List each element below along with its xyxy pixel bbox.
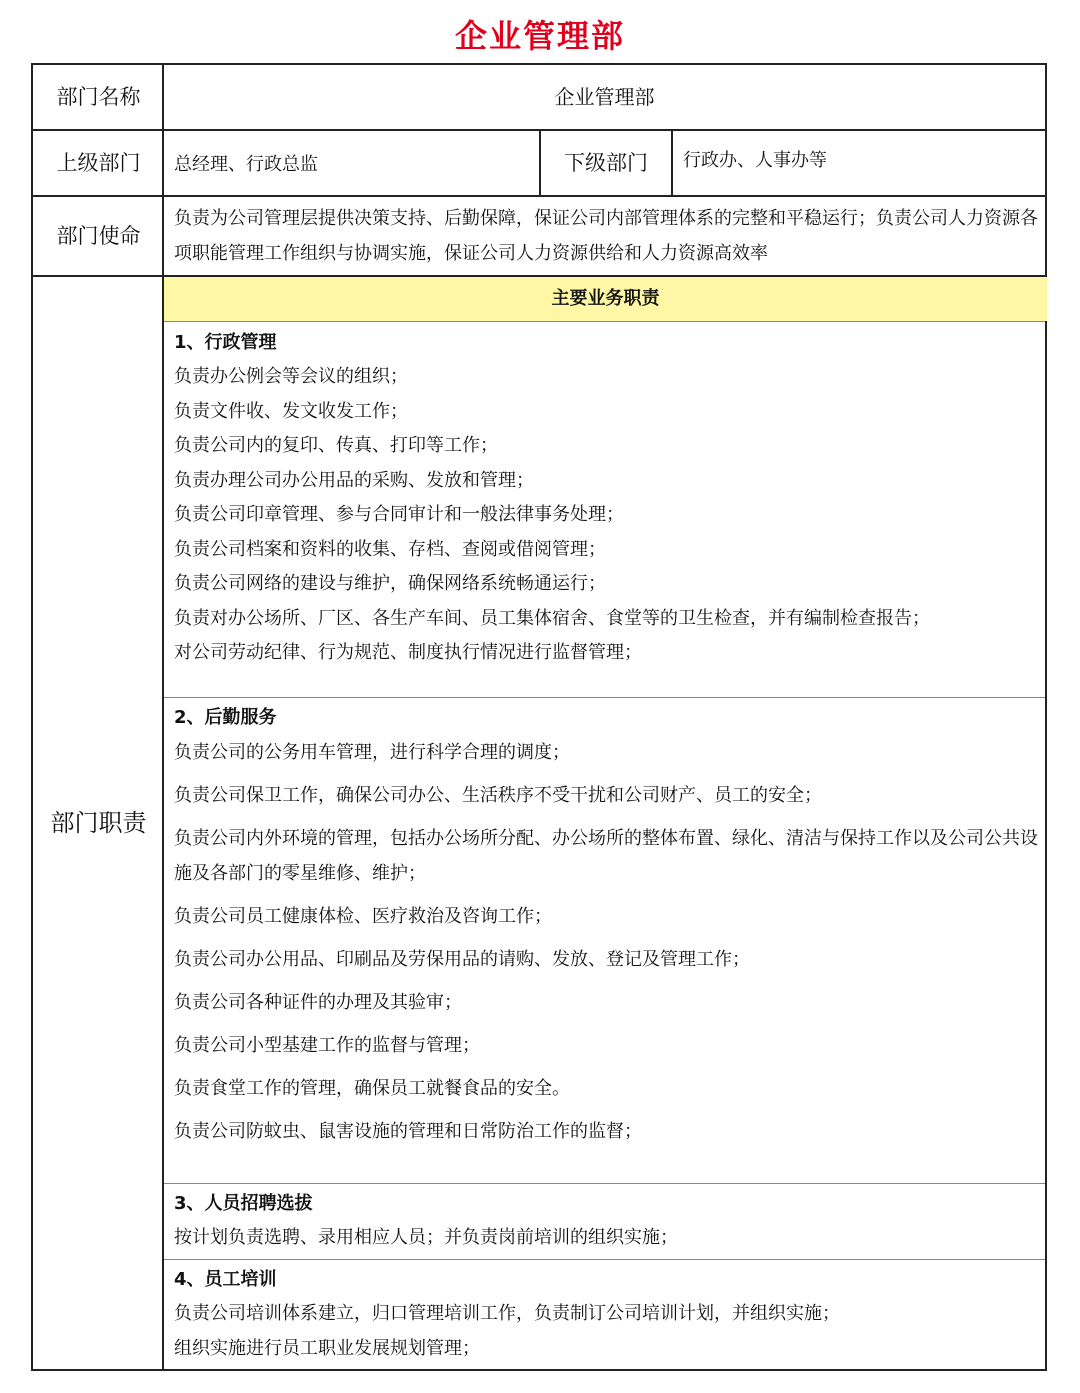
list-item: 负责文件收、发文收发工作；: [174, 400, 408, 422]
list-item: 负责办公例会等会议的组织；: [174, 366, 408, 387]
department-table: [31, 63, 1047, 1371]
list-item: 负责公司内外环境的管理，包括办公场所分配、办公场所的整体布置、绿化、清洁与保持工作以及公司公共设施及各部门的零星维修、维护；: [174, 828, 1038, 884]
list-item: 负责公司各种证件的办理及其验审；: [174, 992, 462, 1013]
mission-value: 负责为公司管理层提供决策支持、后勤保障，保证公司内部管理体系的完整和平稳运行；负责公司人力资源各项职能管理工作组织与协调实施，保证公司人力资源供给和人力资源高效率: [174, 208, 1038, 264]
list-item: 负责公司档案和资料的收集、存档、查阅或借阅管理；: [174, 538, 606, 560]
list-item: 负责公司小型基建工作的监督与管理；: [174, 1035, 480, 1056]
list-item: 负责公司保卫工作，确保公司办公、生活秩序不受干扰和公司财产、员工的安全；: [174, 785, 822, 806]
list-item: 负责对办公场所、厂区、各生产车间、员工集体宿舍、食堂等的卫生检查，并有编制检查报告；: [174, 607, 930, 629]
list-item: 负责公司的公务用车管理，进行科学合理的调度；: [174, 742, 570, 763]
page-title: 企业管理部: [454, 17, 625, 55]
dept-name-label: 部门名称: [56, 85, 141, 109]
section-recruitment: [174, 1187, 1044, 1256]
superior-dept-label: 上级部门: [56, 151, 141, 175]
section-divider: [164, 697, 1045, 698]
section-divider: [164, 1183, 1045, 1184]
section-training: [174, 1263, 1044, 1366]
header-divider: [164, 321, 1045, 322]
list-item: 负责公司防蚊虫、鼠害设施的管理和日常防治工作的监督；: [174, 1121, 642, 1142]
list-item: 负责公司员工健康体检、医疗救治及咨询工作；: [174, 906, 552, 927]
superior-dept-value: 总经理、行政总监: [174, 154, 318, 175]
section-logistics: [174, 701, 1044, 1157]
section-title: 2、后勤服务: [174, 707, 277, 728]
dept-name-value: 企业管理部: [554, 85, 655, 109]
section-divider: [164, 1259, 1045, 1260]
list-item: 负责公司内的复印、传真、打印等工作；: [174, 435, 498, 456]
duties-label: 部门职责: [50, 809, 147, 837]
list-item: 负责办理公司办公用品的采购、发放和管理；: [174, 469, 534, 491]
section-title: 1、行政管理: [174, 332, 277, 353]
list-item: 按计划负责选聘、录用相应人员；并负责岗前培训的组织实施；: [174, 1227, 678, 1248]
list-item: 负责公司办公用品、印刷品及劳保用品的请购、发放、登记及管理工作；: [174, 949, 750, 970]
duties-header: 主要业务职责: [164, 277, 1047, 321]
list-item: 负责公司培训体系建立，归口管理培训工作，负责制订公司培训计划，并组织实施；: [174, 1303, 840, 1324]
list-item: 负责公司印章管理、参与合同审计和一般法律事务处理；: [174, 504, 624, 525]
mission-label: 部门使命: [56, 224, 141, 248]
section-admin: [174, 326, 1044, 671]
list-item: 负责食堂工作的管理，确保员工就餐食品的安全。: [174, 1078, 570, 1099]
list-item: 对公司劳动纪律、行为规范、制度执行情况进行监督管理；: [174, 642, 642, 663]
subordinate-dept-label: 下级部门: [564, 151, 648, 175]
section-title: 3、人员招聘选拔: [174, 1193, 313, 1214]
list-item: 组织实施进行员工职业发展规划管理；: [174, 1337, 480, 1359]
column-divider: [671, 129, 673, 195]
list-item: 负责公司网络的建设与维护，确保网络系统畅通运行；: [174, 573, 606, 594]
section-title: 4、员工培训: [174, 1269, 277, 1290]
subordinate-dept-value: 行政办、人事办等: [683, 150, 827, 171]
